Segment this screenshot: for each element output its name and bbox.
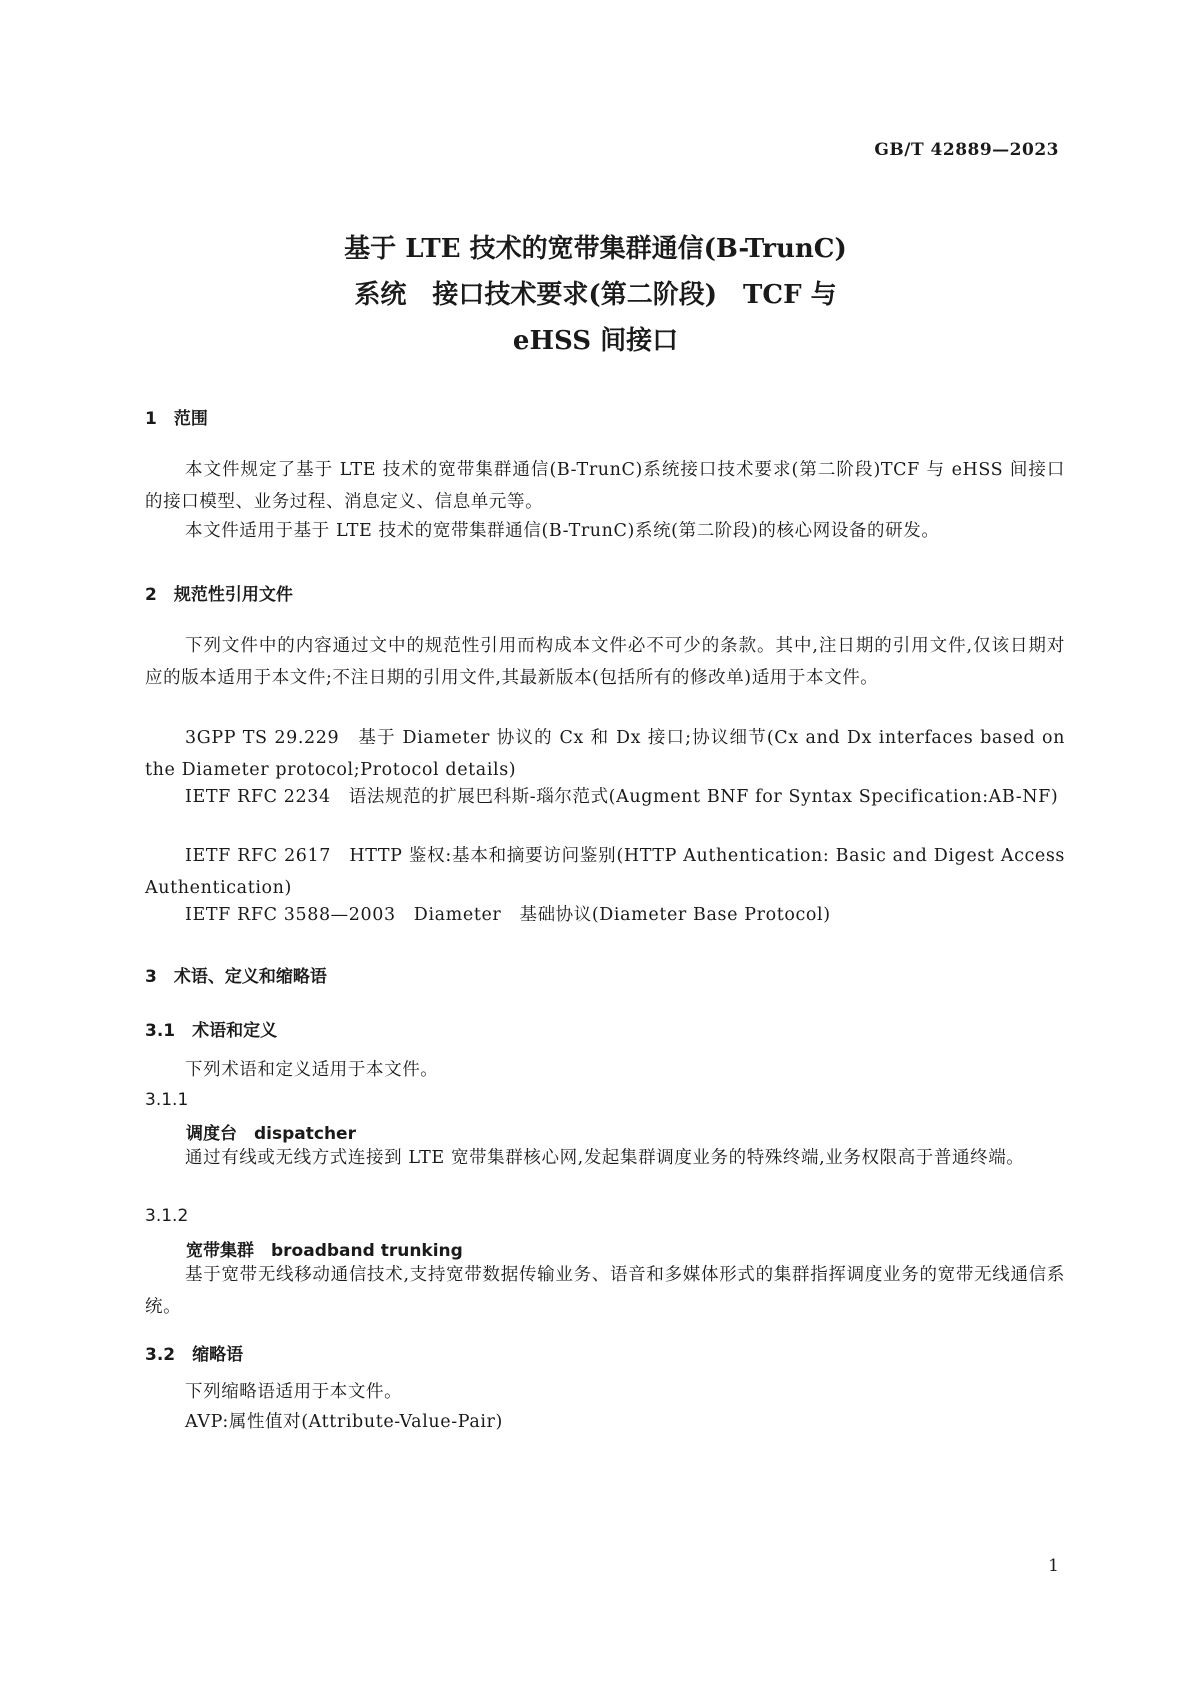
page-number: 1 xyxy=(1048,1556,1059,1576)
section-3-1-heading: 3.1 术语和定义 xyxy=(145,1021,278,1041)
reference-item: IETF RFC 3588—2003 Diameter 基础协议(Diameter Base Protocol) xyxy=(185,905,831,925)
abbreviation-item: AVP:属性值对(Attribute-Value-Pair) xyxy=(185,1412,503,1432)
term-definition: 基于宽带无线移动通信技术,支持宽带数据传输业务、语音和多媒体形式的集群指挥调度业务的宽带无线通信系统。 xyxy=(145,1265,1065,1317)
term-number: 3.1.1 xyxy=(145,1090,189,1110)
title-line-1: 基于 LTE 技术的宽带集群通信(B-TrunC) xyxy=(344,234,847,264)
section-1-paragraph-2: 本文件适用于基于 LTE 技术的宽带集群通信(B-TrunC)系统(第二阶段)的核心网设备的研发。 xyxy=(185,521,940,541)
section-3-2-heading: 3.2 缩略语 xyxy=(145,1345,244,1365)
title-line-2: 系统 接口技术要求(第二阶段) TCF 与 xyxy=(354,280,837,310)
term-number: 3.1.2 xyxy=(145,1206,189,1226)
term-title: 宽带集群 broadband trunking xyxy=(186,1241,463,1261)
reference-item: IETF RFC 2234 语法规范的扩展巴科斯-瑙尔范式(Augment BNF for Syntax Specification:AB-NF) xyxy=(185,787,1059,807)
section-1-heading: 1 范围 xyxy=(145,409,208,429)
section-3-2-intro: 下列缩略语适用于本文件。 xyxy=(185,1382,403,1402)
document-title xyxy=(140,226,1051,364)
section-2-heading: 2 规范性引用文件 xyxy=(145,585,293,605)
reference-item: IETF RFC 2617 HTTP 鉴权:基本和摘要访问鉴别(HTTP Authentication: Basic and Digest Access Authentication) xyxy=(145,846,1065,898)
title-line-3: eHSS 间接口 xyxy=(512,326,679,356)
term-title: 调度台 dispatcher xyxy=(186,1124,356,1144)
reference-item: 3GPP TS 29.229 基于 Diameter 协议的 Cx 和 Dx 接口;协议细节(Cx and Dx interfaces based on the Diameter protocol;Protocol details) xyxy=(145,728,1065,780)
term-definition: 通过有线或无线方式连接到 LTE 宽带集群核心网,发起集群调度业务的特殊终端,业务权限高于普通终端。 xyxy=(185,1148,1025,1168)
section-3-1-intro: 下列术语和定义适用于本文件。 xyxy=(185,1060,439,1080)
section-1-paragraph-1: 本文件规定了基于 LTE 技术的宽带集群通信(B-TrunC)系统接口技术要求(第二阶段)TCF 与 eHSS 间接口的接口模型、业务过程、消息定义、信息单元等。 xyxy=(145,460,1065,512)
section-3-heading: 3 术语、定义和缩略语 xyxy=(145,967,327,987)
section-2-paragraph: 下列文件中的内容通过文中的规范性引用而构成本文件必不可少的条款。其中,注日期的引用文件,仅该日期对应的版本适用于本文件;不注日期的引用文件,其最新版本(包括所有的修改单)适用于本文件。 xyxy=(145,636,1065,688)
standard-code: GB/T 42889—2023 xyxy=(874,140,1059,160)
